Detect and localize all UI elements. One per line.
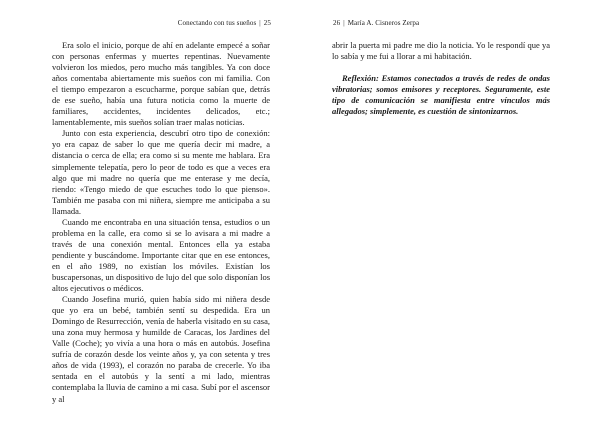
running-head-separator: |	[343, 19, 345, 27]
right-continuation-paragraph: abrir la puerta mi padre me dio la noticia. Yo le respondí que ya lo sabía y me fui a llorar a mi habitación.	[332, 40, 550, 62]
left-paragraph-1: Era solo el inicio, porque de ahí en adelante empecé a soñar con personas enfermas y muertes repentinas. Nuevamente volvieron los miedos, pero mucho más tangibles. Ya con doce años comentaba abiertamente mis sueños con mi familia. Con el tiempo empezaron a escucharme, porque sabían que, detrás de ese sueño, había una futura noticia como la muerte de familiares, accidentes, incidentes delicados, etc.; lamentablemente, mis sueños solían traer malas noticias.	[52, 40, 270, 128]
left-paragraph-2: Junto con esta experiencia, descubrí otro tipo de conexión: yo era capaz de saber lo que me quería decir mi madre, a distancia o cerca de ella; era como si su mente me hablara. Era simplemente telepatía, pero lo peor de todo es que a veces era algo que mi madre no quería que me enterase y me decía, riendo: «Tengo miedo de que escuches todo lo que pienso». También me pasaba con mi niñera, siempre me anticipaba a su llamada.	[52, 128, 270, 216]
left-page-body	[52, 40, 270, 405]
reflection-paragraph: Reflexión: Estamos conectados a través de redes de ondas vibratorias; somos emisores y receptores. Seguramente, este tipo de comunicación se manifiesta entre vínculos más allegados; simplemente, es cuestión de sintonizarnos.	[332, 73, 550, 117]
left-running-head-title: Conectando con tus sueños	[177, 19, 257, 27]
running-head-separator: |	[259, 19, 261, 27]
right-running-head	[333, 19, 419, 27]
right-page	[300, 0, 600, 425]
left-running-head	[178, 19, 271, 27]
right-page-body	[332, 40, 550, 117]
left-paragraph-4: Cuando Josefina murió, quien había sido mi niñera desde que yo era un bebé, también sentí su despedida. Era un Domingo de Resurrección, venía de haberla visitado en su casa, una zona muy hermosa y humilde de Caracas, los Jardines del Valle (Coche); yo vivía a una hora o más en autobús. Josefina sufría de corazón desde los veinte años y, ya con setenta y tres años de vida (1993), el corazón no paraba de crecerle. Yo iba sentada en el autobús y la sentí a mi lado, mientras contemplaba la lluvia de camino a mi casa. Subí por el ascensor y al	[52, 294, 270, 404]
right-running-head-author: María A. Cisneros Zerpa	[347, 19, 420, 27]
left-page-number: 25	[263, 19, 271, 27]
right-page-number: 26	[333, 19, 341, 27]
left-paragraph-3: Cuando me encontraba en una situación tensa, estudios o un problema en la calle, era como si se lo avisara a mi madre a través de una conexión mental. Entonces ella ya estaba pendiente y buscándome. Importante citar que en ese entonces, en el año 1989, no existían los móviles. Existían los buscapersonas, un dispositivo de lujo del que solo disponían los altos ejecutivos o médicos.	[52, 216, 270, 294]
